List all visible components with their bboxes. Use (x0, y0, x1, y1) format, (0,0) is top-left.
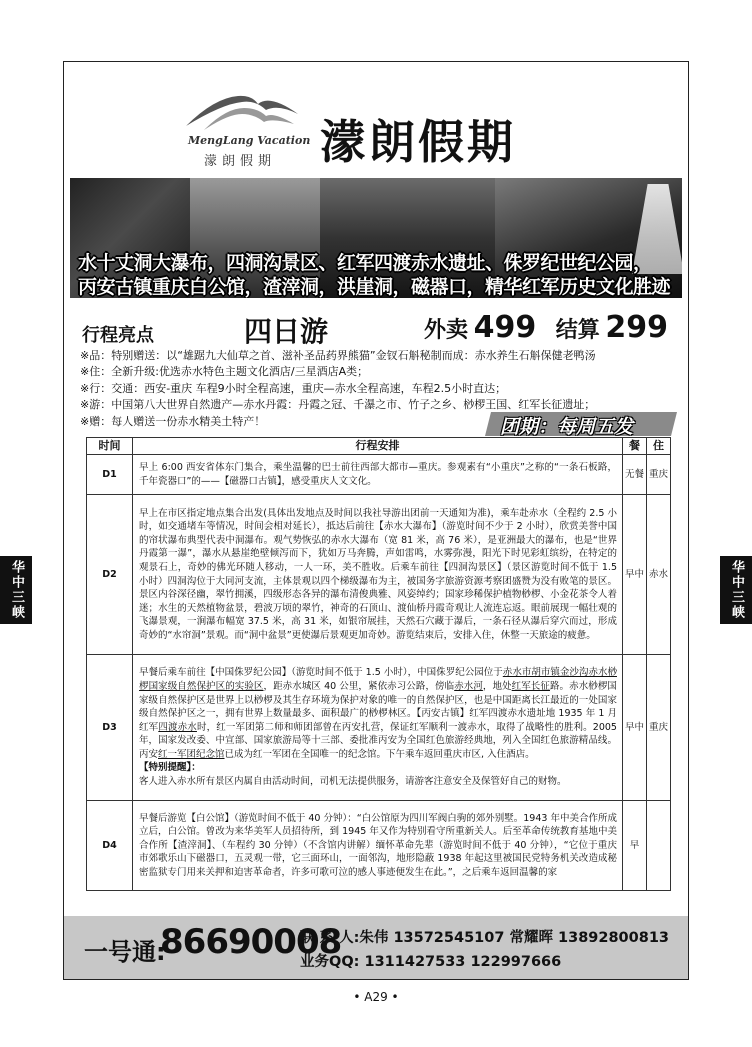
day-cell: D4 (87, 801, 133, 891)
plan-cell: 早餐后游览【白公馆】（游览时间不低于 40 分钟）：“白公馆原为四川军阀白驹的郊外别墅。1943 年中美合作所成立后，白公馆。曾改为来华美军人员招待所，到 1945 年又作为特别看守所重新关人。后至革命传统教育基地中美合作所【渣滓洞】、（车程约 30 分钟）（不含馆内讲解）缅怀革命先辈（游览时间不低于 40 分钟），“它位于重庆市郊歌乐山下磁器口，五灵观一带，它三面环山，一面邻沟，地形隐蔽 1938 年起这里被国民党特务机关改造成秘密监狱专门用来关押和迫害革命者，许多可歌可泣的感人事迹便发生在此。”，之后乘车返回温馨的家 (133, 801, 623, 891)
day-cell: D3 (87, 655, 133, 801)
plan-cell: 早上 6:00 西安省体东门集合，乘坐温馨的巴士前往西部大都市—重庆。参观素有“小重庆”之称的“一条石板路，千年瓷器口”的——【磁器口古镇】，感受重庆人文文化。 (133, 455, 623, 495)
hotline-label: 一号通: (84, 938, 166, 966)
table-row (87, 455, 671, 495)
day-cell: D2 (87, 495, 133, 655)
mountain-logo-icon (186, 90, 298, 132)
plan-cell: 早上在市区指定地点集合出发(具体出发地点及时间以我社导游出团前一天通知为准)，乘车赴赤水（全程约 2.5 小时，如交通堵车等情况，时间会相对延长），抵达后前往【赤水大瀑布】（游览时间不少于 2 小时），欣赏美誉中国的帘状瀑布典型代表中洞瀑布。观气势恢弘的赤水大瀑布（宽 81 米，高 76 米），是亚洲最大的瀑布，也是“世界丹霞第一瀑”，瀑水从悬崖绝壁倾泻而下，犹如万马奔腾，声如雷鸣，水雾弥漫，阳光下时见彩虹缤纷，在特定的观景石上，奇妙的佛光环随人移动，一人一环，美不胜收。后乘车前往【四洞沟景区】（景区游览时间不低于 1.5 小时）四洞沟位于大同河支流，主体景观以四个梯级瀑布为主，被国务字旅游资源考察团盛赞为没有败笔的景区。景区内谷深径幽，翠竹拥溪，四级形态各异的瀑布清俊典雅、风姿绰约；国家珍稀保护植物桫椤、小金花茶令人着迷；水生的天然植物盆景，碧波万顷的翠竹，神奇的石顶山、渡仙桥丹霞奇观让人流连忘返。眼前展现一幅壮观的飞瀑景观，一涧瀑布幅宽 37.5 米，高 31 米，如银帘展挂，天然石穴藏于瀑后，一条石径从瀑后穿穴而过，形成奇妙的“水帘洞”景观。而“洞中盆景”更使瀑后景观更加奇妙。游览结束后，安排入住，休整一天旅途的疲惫。 (133, 495, 623, 655)
tour-duration: 四日游 (244, 315, 329, 348)
banner-headline-2: 丙安古镇重庆白公馆，渣滓洞，洪崖洞，磁器口，精华红军历史文化胜迹 (78, 276, 671, 298)
settlement-price: 299 (605, 310, 669, 345)
banner-headline-1: 水十丈洞大瀑布，四洞沟景区、红军四渡赤水遗址、侏罗纪世纪公园， (78, 252, 652, 274)
plan-text: 已成为红一军团在全国唯一的纪念馆。下午乘车返回重庆市区, 入住酒店。 (224, 748, 535, 760)
header-day: 时间 (87, 438, 133, 455)
business-qq: 业务QQ: 1311427533 122997666 (300, 954, 562, 970)
plan-underlined: 红军长征 (511, 680, 550, 692)
price-block (424, 310, 682, 345)
note-bonus: ※赠：每人赠送一份赤水精美土特产！ (80, 414, 266, 428)
meal-cell: 无餐 (623, 455, 647, 495)
brand-title: 濛朗假期 (320, 115, 516, 169)
special-reminder-label: 【特别提醒】： (139, 762, 201, 774)
stay-cell: 重庆 (647, 655, 671, 801)
side-tab-right: 华中三峡 (720, 556, 752, 624)
table-row (87, 655, 671, 801)
table-row (87, 495, 671, 655)
logo-chinese-text: 濛朗假期 (204, 154, 277, 169)
plan-underlined: 红一军团纪念馆 (158, 748, 225, 760)
scenery-photo-banner (70, 178, 682, 298)
special-reminder-text: 客人进入赤水所有景区内属自由活动时间，司机无法提供服务，请游客注意安全及保管好自己的财物。 (139, 776, 567, 788)
plan-text: 时，红一军团第二师和师团部曾在丙安扎营，保证红军顺利一渡赤水，取得了战略性的胜利。2005 年，国家发改委、中宣部、国家旅游局等十三部、委批准丙安为全国红色旅游经典地，列入全国红色旅游精品线。丙安 (139, 721, 617, 760)
table-header-row (87, 438, 671, 455)
day-cell: D1 (87, 455, 133, 495)
departure-schedule: 团期：每周五发 (500, 416, 634, 438)
header-stay: 住 (647, 438, 671, 455)
side-tab-left: 华中三峡 (0, 556, 32, 624)
note-sightseeing: ※游：中国第八大世界自然遗产—赤水丹霞：丹霞之冠、千瀑之市、竹子之乡、桫椤王国、红军长征遗址； (80, 398, 596, 412)
stay-cell (647, 801, 671, 891)
note-stay: ※住：全新升级:优选赤水特色主题文化酒店/三星酒店A类； (80, 365, 369, 379)
plan-text: 早餐后乘车前往【中国侏罗纪公园】（游览时间不低于 1.5 小时），中国侏罗纪公园位于 (139, 667, 503, 679)
stay-cell: 赤水 (647, 495, 671, 655)
plan-underlined: 赤水市胡市镇金沙沟赤水桫椤国家级自然保护区的实验区 (139, 667, 617, 692)
highlights-label: 行程亮点 (82, 325, 154, 346)
plan-text: ，地处 (482, 680, 512, 692)
page-number: • A29 • (353, 990, 399, 1004)
itinerary-table (86, 437, 671, 891)
note-gift: ※品：特别赠送：以“雄踞九大仙草之首、滋补圣品药界熊猫”金钗石斛秘制而成：赤水养生石斛保健老鸭汤 (80, 349, 596, 362)
retail-price-label: 外卖 (424, 318, 469, 343)
plan-cell (133, 655, 623, 801)
hotline-number: 86690008 (160, 922, 342, 962)
plan-text: ，距赤水城区 40 公里，紧依赤习公路，傍临 (263, 680, 455, 692)
meal-cell: 早 (623, 801, 647, 891)
contact-persons: 联 系 人:朱伟 13572545107 常耀晖 13892800813 (300, 930, 669, 946)
note-transport: ※行：交通：西安-重庆 车程9小时全程高速，重庆—赤水全程高速，车程2.5小时直达； (80, 381, 507, 395)
meal-cell: 早中 (623, 655, 647, 801)
plan-underlined: 赤水河 (454, 680, 483, 692)
settlement-price-label: 结算 (555, 318, 600, 343)
header-meal: 餐 (623, 438, 647, 455)
header-plan: 行程安排 (133, 438, 623, 455)
meal-cell: 早中 (623, 495, 647, 655)
logo-english-text: MengLang Vacation (188, 134, 311, 147)
plan-text: 路。赤水桫椤国家级自然保护区是世界上以桫椤及其生存环境为保护对象的唯一的自然保护区，也是中国距离长江最近的一处国家级自然保护区之一，拥有世界上数量最多、面积最广的桫椤林区。【丙安古镇】红军四渡赤水遗址地 1935 年 1 月红军 (139, 680, 617, 733)
plan-underlined: 四渡赤水 (158, 721, 197, 733)
table-row (87, 801, 671, 891)
retail-price: 499 (473, 310, 537, 345)
stay-cell: 重庆 (647, 455, 671, 495)
